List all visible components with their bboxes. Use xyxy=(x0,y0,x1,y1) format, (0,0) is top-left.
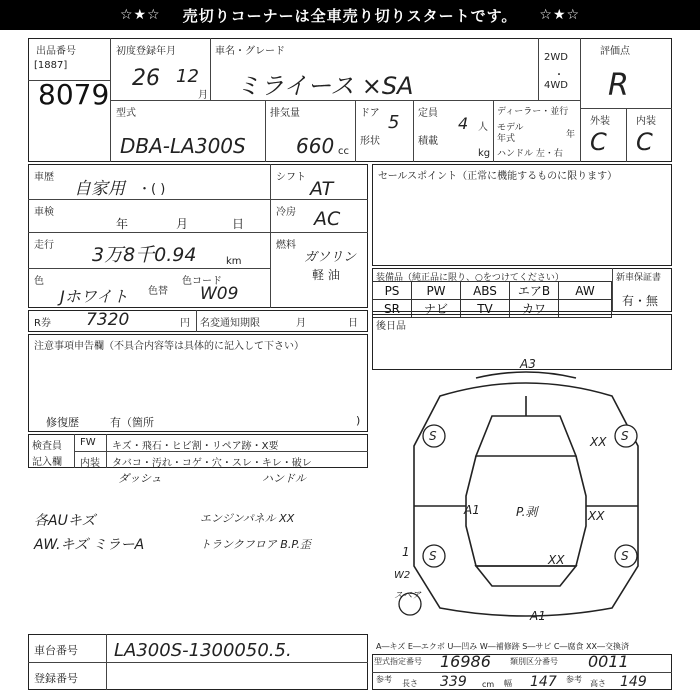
newcar-label: 新車保証書 xyxy=(616,273,662,283)
inspect-month: 月 xyxy=(176,217,189,231)
diagram-s-fl: S xyxy=(429,429,437,443)
load-label: 積載 xyxy=(418,136,438,147)
reg-month: 12 xyxy=(176,66,199,87)
equip-table xyxy=(372,281,612,318)
color-change-label: 色替 xyxy=(148,286,168,297)
lot-label: 出品番号 xyxy=(36,46,76,57)
interior-row-label: 内装 xyxy=(80,458,100,469)
ref-label-1: 参考 xyxy=(376,675,392,684)
newcar-value: 有・無 xyxy=(622,294,659,308)
model-year-label: モデル xyxy=(497,123,524,133)
reg-label: 初度登録年月 xyxy=(116,46,176,57)
repair-label: 修復歴 xyxy=(46,416,79,429)
repair-value: 有（箇所 xyxy=(110,416,154,429)
plate-label: 登録番号 xyxy=(34,672,78,685)
door-label: ドア xyxy=(360,108,380,119)
recycle-unit: 円 xyxy=(180,318,190,329)
equip-leather: カワ xyxy=(510,300,559,318)
equip-abs: ABS xyxy=(461,282,510,300)
diagram-w2: W2 xyxy=(394,570,411,581)
exterior-label: 外装 xyxy=(590,116,610,127)
len-unit: cm xyxy=(482,680,495,689)
interior-label: 内装 xyxy=(636,116,656,127)
notice-month: 月 xyxy=(296,318,306,329)
year-unit: 年 xyxy=(566,130,576,140)
diagram-num1: 1 xyxy=(402,545,410,559)
diagram-s-rr: S xyxy=(621,549,629,563)
diagram-a3: A3 xyxy=(520,357,536,371)
note-left-2: AW.キズ ミラーA xyxy=(34,537,145,553)
wid-value: 147 xyxy=(530,674,557,690)
handle-label: ハンドル 左・右 xyxy=(497,149,563,159)
notice-day: 日 xyxy=(348,318,358,329)
recycle-block xyxy=(28,310,368,332)
name-value: ミライース ×SA xyxy=(236,72,414,100)
hgt-label: 高さ xyxy=(590,679,606,688)
banner-text: 売切りコーナーは全車売り切りスタートです。 xyxy=(182,6,518,25)
model-label: 型式 xyxy=(116,108,136,119)
diagram-spare: スペア xyxy=(394,591,422,601)
hgt-value: 149 xyxy=(620,674,647,690)
equip-ps: PS xyxy=(373,282,412,300)
reg-month-unit: 月 xyxy=(198,90,208,101)
diagram-a1-bottom: A1 xyxy=(530,609,546,623)
ac-value: AC xyxy=(314,208,341,230)
fw-items: キズ・飛石・ヒビ割・リペア跡・X要 xyxy=(112,441,279,452)
hw-dash: ダッシュ xyxy=(118,472,162,485)
cap-label: 定員 xyxy=(418,108,438,119)
drive-2wd: 2WD xyxy=(544,52,568,63)
equip-navi: ナビ xyxy=(412,300,461,318)
fuel-label: 燃料 xyxy=(276,240,296,251)
notes-label: 注意事項申告欄（不具合内容等は具体的に記入して下さい） xyxy=(34,341,304,352)
ref-label-2: 参考 xyxy=(566,675,582,684)
mileage-value: 3万8千0.94 xyxy=(92,244,197,266)
class-value: 0011 xyxy=(588,652,629,671)
use-label: 車歴 xyxy=(34,172,54,183)
diagram-s-rl: S xyxy=(429,549,437,563)
diagram-xx-1: XX xyxy=(590,435,607,449)
chassis-label: 車台番号 xyxy=(34,644,78,657)
len-value: 339 xyxy=(440,674,467,690)
damage-legend: A―キズ E―エクボ U―凹み W―補修跡 S―サビ C―腐食 XX―交換済 xyxy=(376,642,630,651)
top-banner xyxy=(0,0,700,30)
ac-label: 冷房 xyxy=(276,207,296,218)
model-value: DBA-LA300S xyxy=(120,134,246,158)
typeno-value: 16986 xyxy=(440,652,491,671)
inspector-label2: 記入欄 xyxy=(32,457,62,468)
use-value: 自家用 xyxy=(74,179,125,199)
notice-label: 名変通知期限 xyxy=(200,318,260,329)
color-label: 色 xyxy=(34,276,44,287)
diagram-paint: P.剥 xyxy=(516,505,538,519)
car-damage-diagram xyxy=(380,356,672,626)
disp-unit: cc xyxy=(338,146,349,157)
lot-code: [1887] xyxy=(34,60,68,71)
note-right-1: エンジンパネル XX xyxy=(200,512,295,525)
inspect-year: 年 xyxy=(116,217,129,231)
score-label: 評価点 xyxy=(600,46,630,57)
dealer-label: ディーラー・並行 xyxy=(497,107,569,117)
banner-stars-right: ☆★☆ xyxy=(539,7,581,23)
reg-year: 26 xyxy=(132,66,160,91)
note-left-1: 各AUキズ xyxy=(34,513,96,529)
diagram-xx-2: XX xyxy=(588,509,605,523)
diagram-a1-left: A1 xyxy=(464,503,480,517)
banner-stars-left: ☆★☆ xyxy=(119,7,161,23)
shift-value: AT xyxy=(310,178,334,200)
typeno-label: 型式指定番号 xyxy=(374,657,422,666)
later-label: 後日品 xyxy=(376,321,406,332)
wid-label: 幅 xyxy=(504,679,512,688)
equip-airbag: エアB xyxy=(510,282,559,300)
mileage-unit: km xyxy=(226,256,242,267)
inspect-day: 日 xyxy=(232,217,245,231)
score-value: R xyxy=(608,68,629,103)
use-tail: ・( ) xyxy=(138,182,166,197)
disp-value: 660 xyxy=(296,134,335,158)
year-label: 年式 xyxy=(497,134,516,144)
inspect-label: 車検 xyxy=(34,207,54,218)
sales-label: セールスポイント（正常に機能するものに限ります） xyxy=(378,171,618,182)
color-value: Jホワイト xyxy=(60,287,129,306)
equip-pw: PW xyxy=(412,282,461,300)
load-unit: kg xyxy=(478,148,491,159)
color-code-label: 色コード xyxy=(182,276,222,287)
mileage-label: 走行 xyxy=(34,240,54,251)
recycle-label: R券 xyxy=(34,318,51,329)
len-label: 長さ xyxy=(402,679,418,688)
diagram-s-fr: S xyxy=(621,429,629,443)
shape-label: 形状 xyxy=(360,136,380,147)
class-label: 類別区分番号 xyxy=(510,657,558,666)
interior-value: C xyxy=(636,128,653,156)
inspector-label1: 検査員 xyxy=(32,441,62,452)
shift-label: シフト xyxy=(276,172,306,183)
diagram-xx-3: XX xyxy=(548,553,565,567)
color-code-value: W09 xyxy=(200,284,239,304)
hw-handle: ハンドル xyxy=(262,472,306,485)
equip-sr: SR xyxy=(373,300,412,318)
disp-label: 排気量 xyxy=(270,108,300,119)
equip-aw: AW xyxy=(559,282,612,300)
cap-unit: 人 xyxy=(478,122,488,133)
door-value: 5 xyxy=(388,112,400,133)
fuel-value: ガソリン xyxy=(304,250,357,265)
lot-number: 8079 xyxy=(38,78,110,111)
cap-value: 4 xyxy=(458,114,469,133)
chassis-value: LA300S-1300050.5. xyxy=(114,640,292,661)
name-label: 車名・グレード xyxy=(215,46,285,57)
note-right-2: トランクフロア B.P.歪 xyxy=(200,538,311,551)
fuel-alt: 軽 油 xyxy=(312,268,340,282)
exterior-value: C xyxy=(590,128,607,156)
equip-tv: TV xyxy=(461,300,510,318)
drive-sep: ・ xyxy=(554,70,564,81)
repair-close: ) xyxy=(356,414,361,427)
fw-label: FW xyxy=(80,437,96,448)
recycle-value: 7320 xyxy=(86,310,130,330)
equip-label: 装備品（純正品に限り、○をつけてください） xyxy=(376,273,564,283)
drive-4wd: 4WD xyxy=(544,80,568,91)
interior-row-items: タバコ・汚れ・コゲ・穴・スレ・キレ・破レ xyxy=(112,458,312,469)
